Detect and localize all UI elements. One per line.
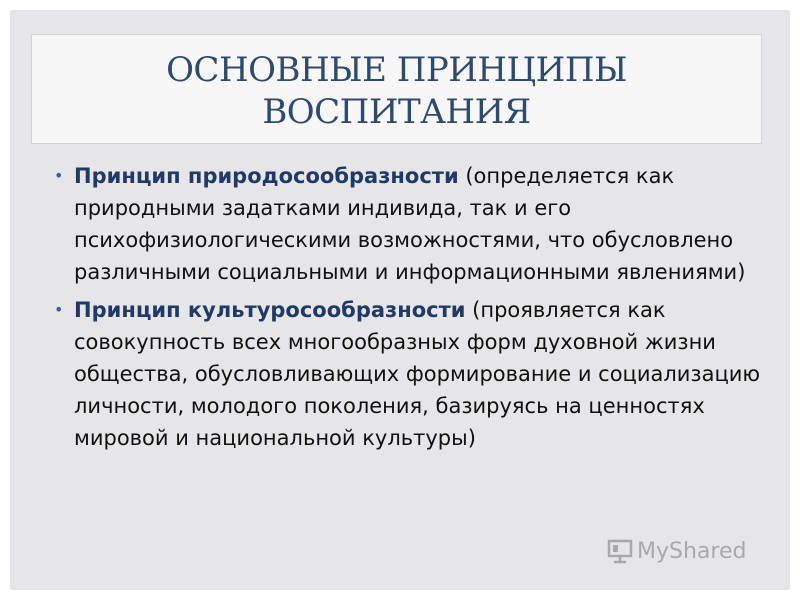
slide-title-line-2: ВОСПИТАНИЯ xyxy=(262,92,531,132)
bullet-item xyxy=(54,160,774,288)
bullet-dot-icon: • xyxy=(54,300,64,319)
bullet-dot-icon: • xyxy=(54,166,64,185)
slide-title-line-1: ОСНОВНЫЕ ПРИНЦИПЫ xyxy=(166,50,627,90)
slide xyxy=(10,10,790,590)
watermark-text: MyShared xyxy=(637,538,747,564)
title-box xyxy=(31,34,762,144)
bullet-term: Принцип природосообразности xyxy=(74,164,459,188)
bullet-text: (определяется как природными задатками индивида, так и его психофизиологическими возможностями, что обусловлено различными социальными и информационными явлениями) xyxy=(74,164,746,284)
bullet-item xyxy=(54,294,774,454)
bullet-term: Принцип культуросообразности xyxy=(74,298,466,322)
bullet-list xyxy=(54,160,774,460)
slide-title xyxy=(32,49,761,133)
watermark-logo xyxy=(607,538,746,564)
bullet-text: (проявляется как совокупность всех многообразных форм духовной жизни общества, обусловливающих формирование и социализацию личности, молодого поколения, базируясь на ценностях мировой и национальной культуры) xyxy=(74,298,761,450)
presentation-board-icon xyxy=(607,538,633,564)
